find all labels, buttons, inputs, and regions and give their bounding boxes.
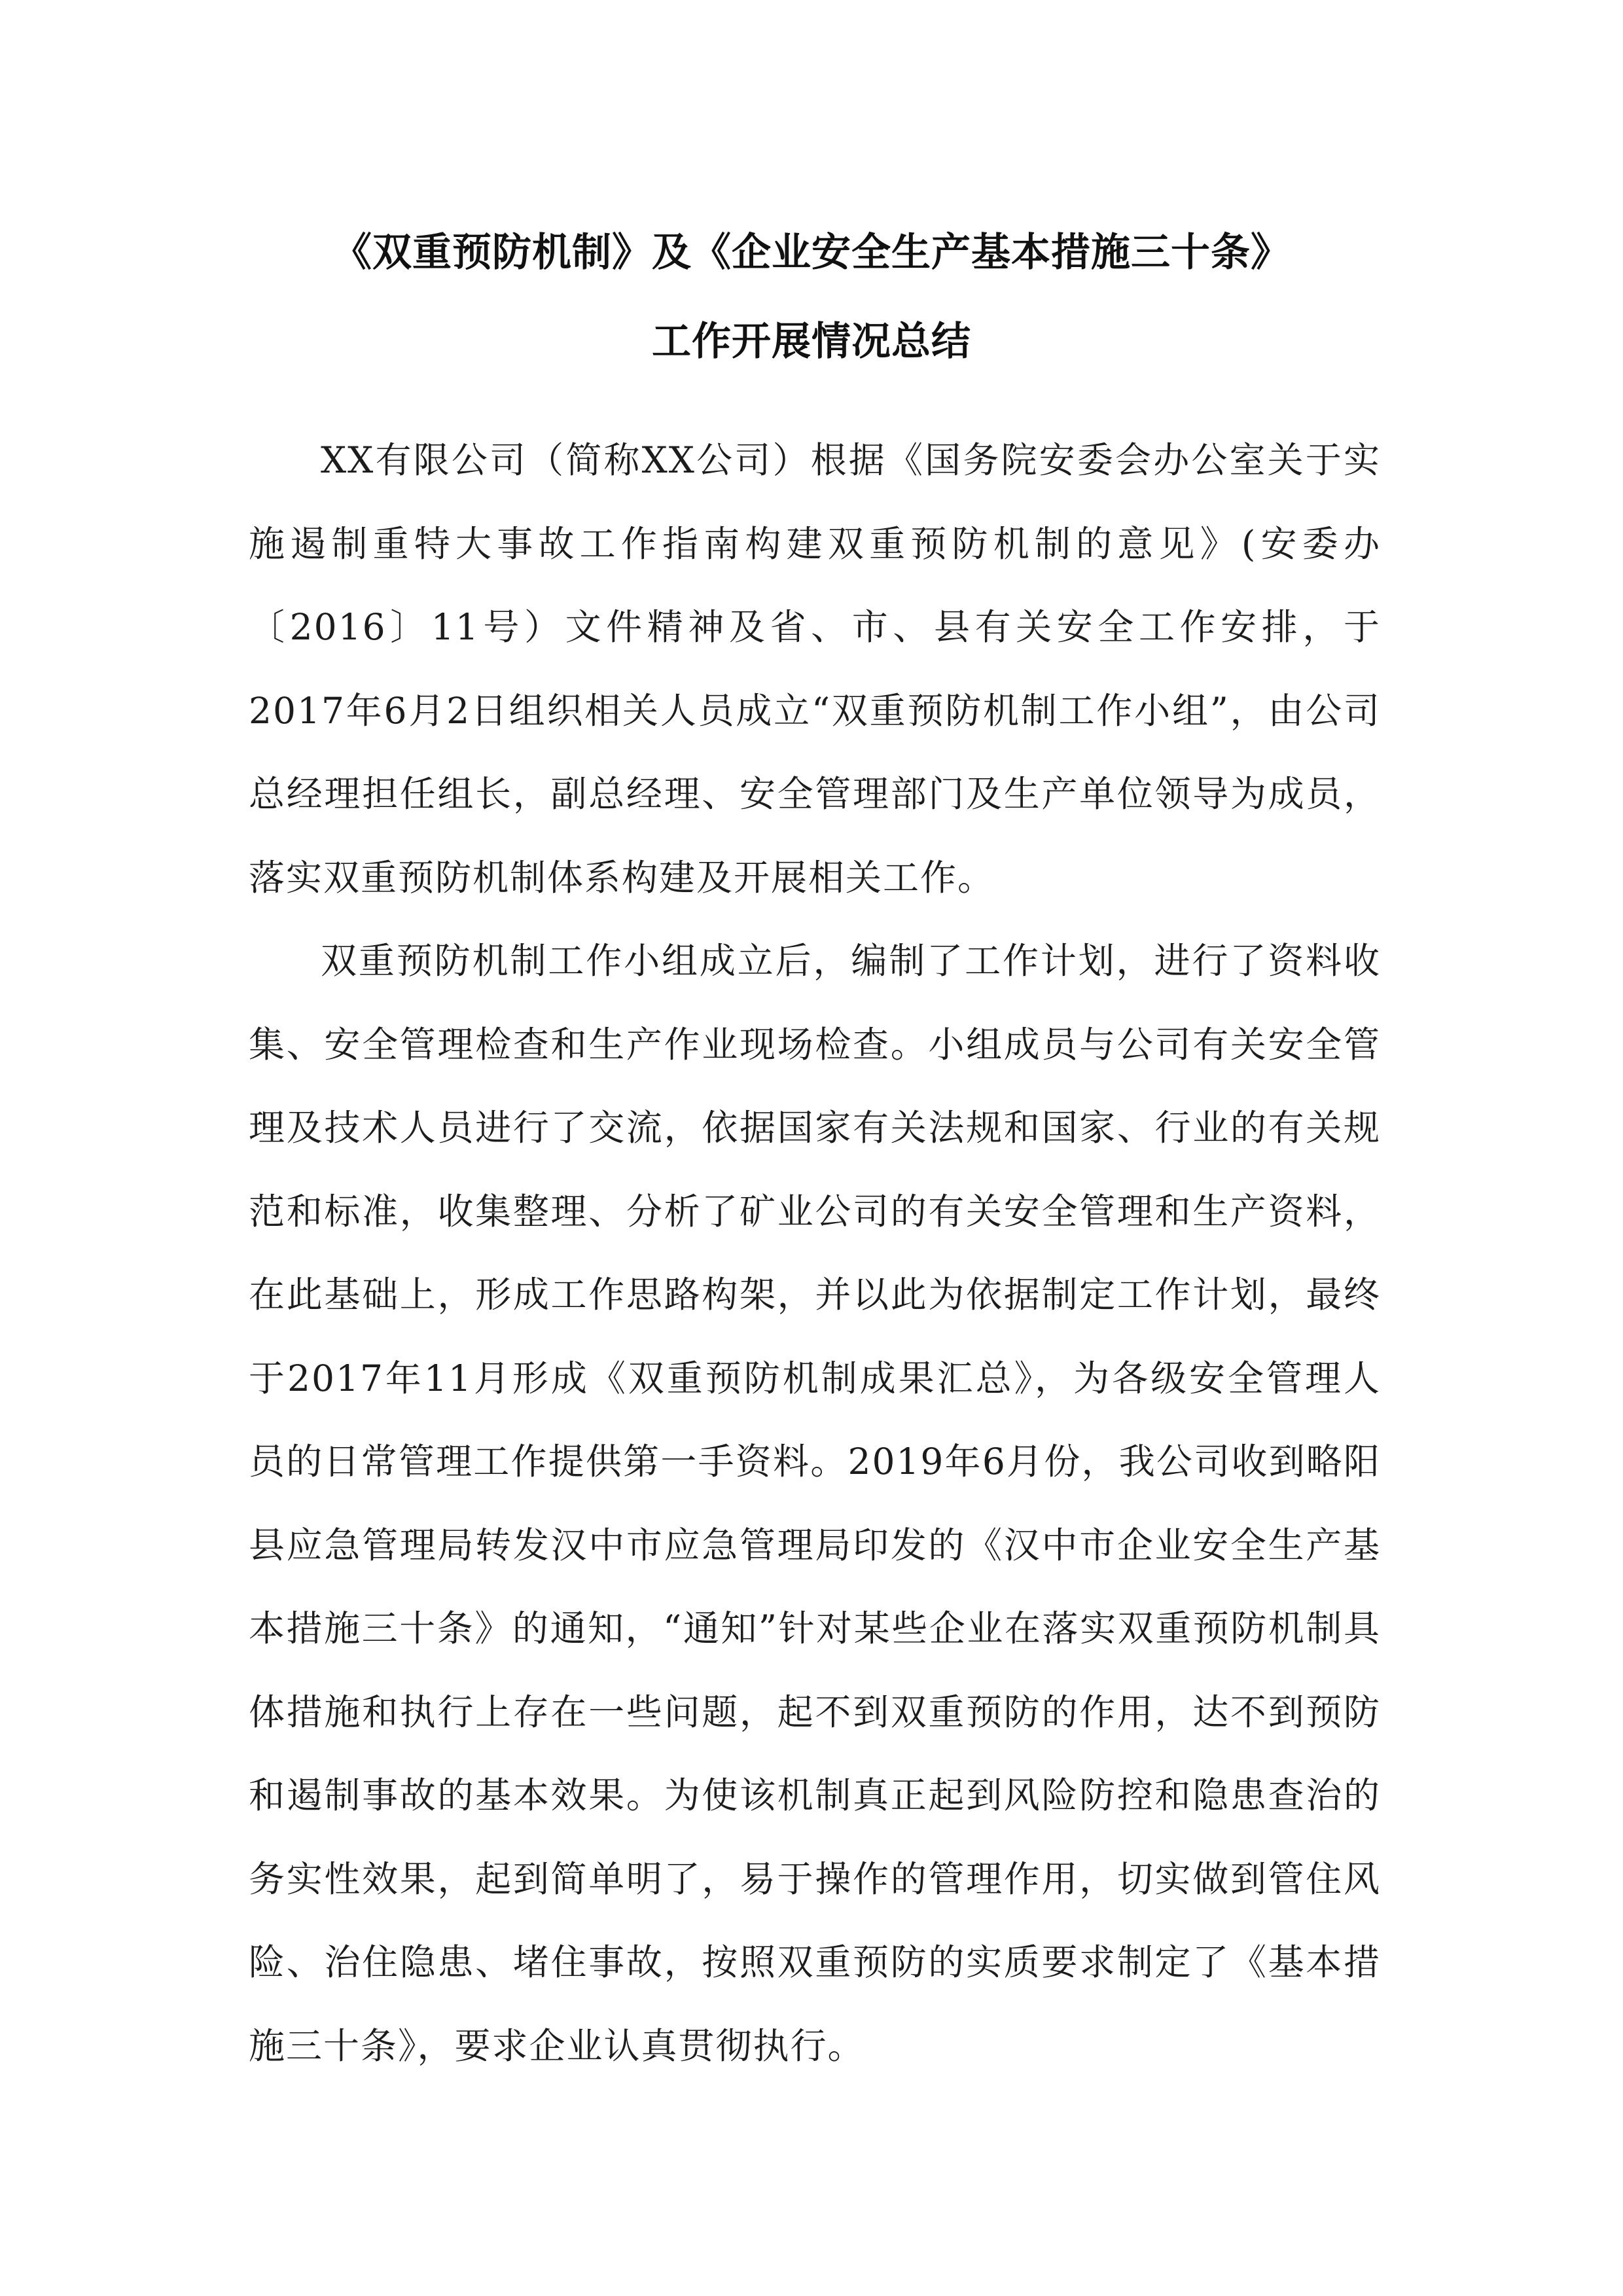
title-line-1: 《双重预防机制》及《企业安全生产基本措施三十条》 — [332, 230, 1291, 276]
document-body — [249, 419, 1381, 2088]
paragraph-1: XX有限公司（简称XX公司）根据《国务院安委会办公室关于实施遏制重特大事故工作指南构建双重预防机制的意见》(安委办〔2016〕11号）文件精神及省、市、县有关安全工作安排，于2017年6月2日组织相关人员成立“双重预防机制工作小组”，由公司总经理担任组长，副总经理、安全管理部门及生产单位领导为成员，落实双重预防机制体系构建及开展相关工作。 — [249, 439, 1381, 899]
paragraph-2: 双重预防机制工作小组成立后，编制了工作计划，进行了资料收集、安全管理检查和生产作业现场检查。小组成员与公司有关安全管理及技术人员进行了交流，依据国家有关法规和国家、行业的有关规范和标准，收集整理、分析了矿业公司的有关安全管理和生产资料，在此基础上，形成工作思路构架，并以此为依据制定工作计划，最终于2017年11月形成《双重预防机制成果汇总》，为各级安全管理人员的日常管理工作提供第一手资料。2019年6月份，我公司收到略阳县应急管理局转发汉中市应急管理局印发的《汉中市企业安全生产基本措施三十条》的通知，“通知”针对某些企业在落实双重预防机制具体措施和执行上存在一些问题，起不到双重预防的作用，达不到预防和遏制事故的基本效果。为使该机制真正起到风险防控和隐患查治的务实性效果，起到简单明了，易于操作的管理作用，切实做到管住风险、治住隐患、堵住事故，按照双重预防的实质要求制定了《基本措施三十条》，要求企业认真贯彻执行。 — [249, 940, 1381, 2067]
title-line-2: 工作开展情况总结 — [652, 319, 971, 365]
document-title — [196, 208, 1427, 386]
